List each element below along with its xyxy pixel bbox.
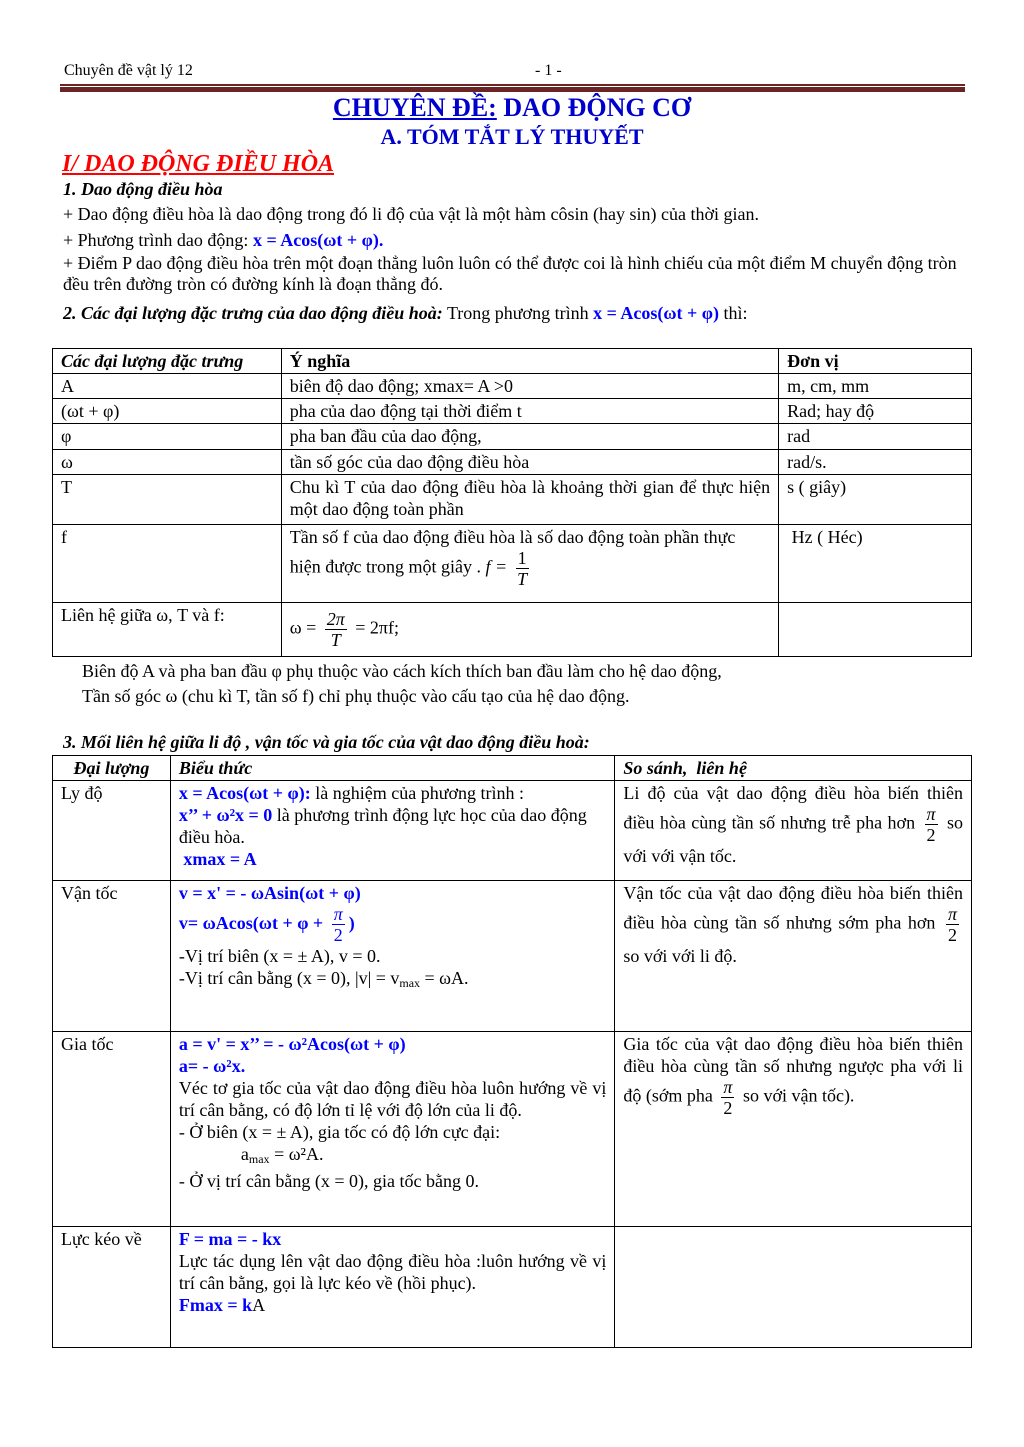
denominator: T bbox=[517, 569, 528, 589]
denominator: 2 bbox=[723, 1098, 733, 1118]
xmax-formula: xmax = A bbox=[178, 849, 257, 869]
header-meaning: Ý nghĩa bbox=[281, 349, 778, 374]
vmax-subscript: max bbox=[399, 976, 421, 990]
cell-unit: m, cm, mm bbox=[779, 374, 972, 399]
cell-quantity: Gia tốc bbox=[53, 1032, 171, 1227]
cell-meaning: pha ban đầu của dao động, bbox=[281, 424, 778, 450]
cell-meaning: tần số góc của dao động điều hòa bbox=[281, 450, 778, 475]
table-row-velocity bbox=[53, 881, 972, 1032]
running-header-title: Chuyên đề vật lý 12 bbox=[64, 62, 193, 79]
cell-quantity: A bbox=[53, 374, 282, 399]
cell-quantity: φ bbox=[53, 424, 282, 450]
document-title bbox=[0, 94, 1024, 122]
fraction bbox=[325, 609, 347, 650]
header-quantity: Đại lượng bbox=[53, 756, 171, 781]
acceleration-formula: a = v' = x’’ = - ω²Acos(ωt + φ) bbox=[178, 1034, 406, 1054]
cell-quantity: Lực kéo về bbox=[53, 1227, 171, 1348]
cell-quantity: Liên hệ giữa ω, T và f: bbox=[53, 603, 282, 657]
section-heading: I/ DAO ĐỘNG ĐIỀU HÒA bbox=[62, 151, 335, 177]
comparison-text: Gia tốc của vật dao động điều hòa biến thiên điều hòa cùng tần số nhưng ngược pha với li độ (sớm pha bbox=[623, 1034, 963, 1106]
denominator: 2 bbox=[926, 825, 936, 845]
omega-formula-lhs: ω = bbox=[289, 617, 317, 638]
page-number: - 1 - bbox=[535, 62, 562, 79]
dynamics-equation: x’’ + ω²x = 0 bbox=[178, 805, 273, 825]
numerator: π bbox=[926, 804, 936, 824]
cell-quantity: f bbox=[53, 525, 282, 603]
denominator: 2 bbox=[947, 925, 957, 945]
table-row bbox=[53, 374, 972, 399]
acceleration-at-amplitude: - Ở biên (x = ± A), gia tốc có độ lớn cực đại: bbox=[178, 1122, 501, 1142]
displacement-formula: x = Acos(ωt + φ): bbox=[178, 783, 311, 803]
velocity-at-amplitude: -Vị trí biên (x = ± A), v = 0. bbox=[178, 946, 381, 966]
vmax-value: = ωA. bbox=[420, 968, 469, 988]
cell-meaning bbox=[281, 525, 778, 603]
cell-meaning bbox=[281, 603, 778, 657]
cell-meaning: Chu kì T của dao động điều hòa là khoảng thời gian để thực hiện một dao động toàn phần bbox=[281, 475, 778, 525]
header-unit: Đơn vị bbox=[779, 349, 972, 374]
frequency-text: Tần số f của dao động điều hòa là số dao động toàn phần thực hiện được trong một giây . bbox=[289, 527, 736, 577]
fraction-pi-over-2 bbox=[925, 804, 938, 845]
cell-unit: Rad; hay độ bbox=[779, 399, 972, 424]
cell-unit bbox=[779, 603, 972, 657]
cell-unit: Hz ( Héc) bbox=[779, 525, 972, 603]
table-row bbox=[53, 603, 972, 657]
displacement-text: là nghiệm của phương trình : bbox=[310, 783, 525, 803]
paragraph-definition: + Dao động điều hòa là dao động trong đó li độ của vật là một hàm côsin (hay sin) của thời gian. bbox=[63, 204, 760, 224]
cell-expression bbox=[170, 881, 615, 1032]
header-rule-thin bbox=[60, 84, 965, 86]
omega-formula-rhs: = 2πf; bbox=[355, 617, 400, 638]
cell-expression bbox=[170, 1032, 615, 1227]
cell-quantity: Vận tốc bbox=[53, 881, 171, 1032]
amax-text: a bbox=[240, 1144, 249, 1164]
force-formula: F = ma = - kx bbox=[178, 1229, 282, 1249]
acceleration-vector-text: Véc tơ gia tốc của vật dao động điều hòa luôn hướng về vị trí cân bằng, có độ lớn tỉ lệ với độ lớn của li độ. bbox=[178, 1078, 607, 1120]
document-subtitle: A. TÓM TẮT LÝ THUYẾT bbox=[380, 124, 644, 149]
equation-formula: x = Acos(ωt + φ). bbox=[252, 230, 384, 250]
comparison-text-end: so với vận tốc). bbox=[742, 1085, 855, 1106]
cell-quantity: ω bbox=[53, 450, 282, 475]
cell-expression bbox=[170, 1227, 615, 1348]
table-row-acceleration bbox=[53, 1032, 972, 1227]
note-angular-frequency: Tần số góc ω (chu kì T, tần số f) chỉ phụ thuộc vào cấu tạo của hệ dao động. bbox=[82, 686, 630, 706]
numerator: 2π bbox=[326, 609, 345, 629]
table-row bbox=[53, 424, 972, 450]
cell-unit: rad bbox=[779, 424, 972, 450]
table-row bbox=[53, 450, 972, 475]
comparison-text: Vận tốc của vật dao động điều hòa biến thiên điều hòa cùng tần số nhưng sớm pha hơn bbox=[623, 883, 963, 933]
cell-meaning: biên độ dao động; xmax= A >0 bbox=[281, 374, 778, 399]
cell-comparison bbox=[615, 1227, 972, 1348]
comparison-text-end: so với với vận tốc. bbox=[623, 812, 963, 866]
fmax-amplitude: A bbox=[252, 1295, 266, 1315]
dynamics-text: là phương trình động lực học của dao động điều hòa. bbox=[178, 805, 587, 847]
fraction-pi-over-2 bbox=[946, 904, 959, 945]
subsection-2-suffix: thì: bbox=[718, 303, 748, 323]
cell-unit: s ( giây) bbox=[779, 475, 972, 525]
fraction-pi-over-2 bbox=[332, 904, 345, 945]
denominator: T bbox=[330, 630, 341, 650]
amax-value: = ω²A. bbox=[269, 1144, 324, 1164]
table-row bbox=[53, 475, 972, 525]
fmax-formula: Fmax = k bbox=[178, 1295, 253, 1315]
cell-comparison bbox=[615, 1032, 972, 1227]
paragraph-projection: + Điểm P dao động điều hòa trên một đoạn thẳng luôn luôn có thể được coi là hình chiếu của một điểm M chuyển động tròn đều trên đường tròn có đường kính là đoạn thẳng đó. bbox=[63, 253, 957, 294]
frequency-formula-lhs: f = bbox=[485, 556, 508, 577]
title-rest: DAO ĐỘNG CƠ bbox=[496, 93, 692, 122]
header-expression: Biểu thức bbox=[170, 756, 615, 781]
numerator: π bbox=[947, 904, 957, 924]
acceleration-at-equilibrium: - Ở vị trí cân bằng (x = 0), gia tốc bằng 0. bbox=[178, 1171, 479, 1191]
amax-formula bbox=[179, 1144, 324, 1164]
characteristics-table bbox=[52, 348, 972, 657]
cell-quantity: T bbox=[53, 475, 282, 525]
force-text: Lực tác dụng lên vật dao động điều hòa :luôn hướng về vị trí cân bằng, gọi là lực kéo về (hồi phục). bbox=[178, 1251, 607, 1293]
paragraph-equation bbox=[63, 229, 968, 252]
velocity-formula-sin: v = x' = - ωAsin(ωt + φ) bbox=[178, 883, 361, 903]
table-row bbox=[53, 525, 972, 603]
fraction bbox=[516, 548, 529, 589]
table-row-displacement bbox=[53, 781, 972, 881]
numerator: 1 bbox=[517, 548, 527, 568]
note-amplitude-phase: Biên độ A và pha ban đầu φ phụ thuộc vào cách kích thích ban đầu làm cho hệ dao động, bbox=[82, 661, 722, 681]
cell-quantity: (ωt + φ) bbox=[53, 399, 282, 424]
table-row-restoring-force bbox=[53, 1227, 972, 1348]
cell-unit: rad/s. bbox=[779, 450, 972, 475]
table-row bbox=[53, 399, 972, 424]
cell-comparison bbox=[615, 881, 972, 1032]
header-quantity: Các đại lượng đặc trưng bbox=[53, 349, 282, 374]
subsection-2-formula: x = Acos(ωt + φ) bbox=[593, 303, 719, 323]
subsection-heading-2-line bbox=[63, 302, 968, 325]
subsection-2-text: Trong phương trình bbox=[442, 303, 594, 323]
table-header-row bbox=[53, 756, 972, 781]
cell-meaning: pha của dao động tại thời điểm t bbox=[281, 399, 778, 424]
header-comparison: So sánh, liên hệ bbox=[615, 756, 972, 781]
fraction-pi-over-2 bbox=[721, 1077, 734, 1118]
vmax-text: -Vị trí cân bằng (x = 0), |v| = v bbox=[178, 968, 400, 988]
cell-expression bbox=[170, 781, 615, 881]
subsection-heading-3: 3. Mối liên hệ giữa li độ , vận tốc và gia tốc của vật dao động điều hoà: bbox=[63, 732, 590, 752]
subsection-heading-2: 2. Các đại lượng đặc trưng của dao động điều hoà: bbox=[63, 303, 443, 323]
equation-label: + Phương trình dao động: bbox=[63, 230, 253, 250]
comparison-text: Li độ của vật dao động điều hòa biến thiên điều hòa cùng tần số nhưng trễ pha hơn bbox=[623, 783, 963, 833]
subsection-heading-1: 1. Dao động điều hòa bbox=[63, 179, 223, 199]
comparison-text-end: so với với li độ. bbox=[623, 946, 737, 966]
numerator: π bbox=[333, 904, 343, 924]
velocity-cos-suffix: ) bbox=[348, 912, 355, 933]
velocity-at-equilibrium bbox=[179, 968, 469, 988]
denominator: 2 bbox=[333, 925, 343, 945]
numerator: π bbox=[723, 1077, 733, 1097]
table-header-row bbox=[53, 349, 972, 374]
title-underlined-part: CHUYÊN ĐỀ: bbox=[332, 93, 497, 122]
header-rule-thick bbox=[60, 87, 965, 92]
velocity-formula-cos bbox=[178, 904, 355, 945]
cell-quantity: Ly độ bbox=[53, 781, 171, 881]
relations-table bbox=[52, 755, 972, 1348]
cell-comparison bbox=[615, 781, 972, 881]
acceleration-relation: a= - ω²x. bbox=[178, 1056, 246, 1076]
velocity-cos-prefix: v= ωAcos(ωt + φ + bbox=[178, 912, 328, 933]
amax-subscript: max bbox=[248, 1152, 270, 1166]
